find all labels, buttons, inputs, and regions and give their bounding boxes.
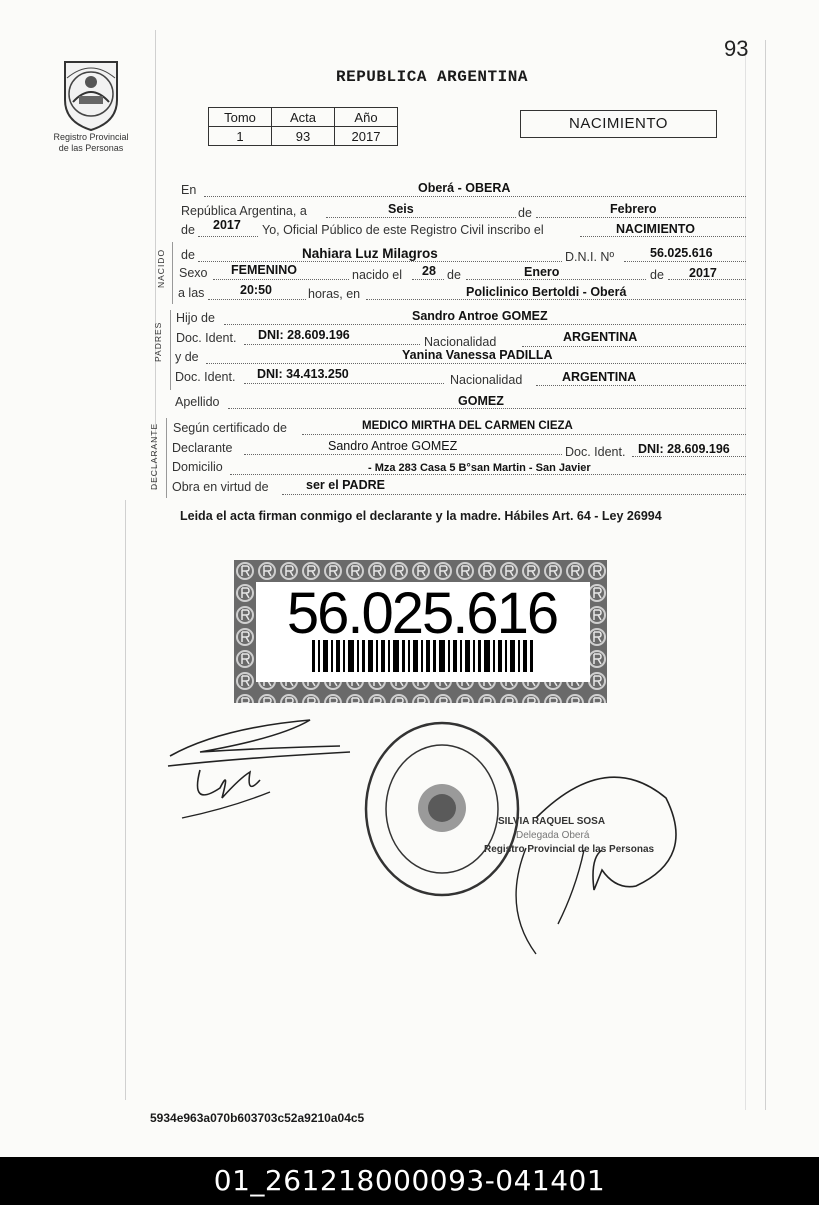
dotted-line: [206, 363, 746, 364]
value-sexo: FEMENINO: [231, 263, 297, 277]
value-madre: Yanina Vanessa PADILLA: [402, 348, 553, 362]
dotted-line: [412, 279, 444, 280]
label-de-anio2: de: [650, 268, 664, 282]
dotted-line: [326, 217, 516, 218]
dotted-line: [230, 474, 746, 475]
label-obra-en-virtud: Obra en virtud de: [172, 480, 269, 494]
label-nacido-el: nacido el: [352, 268, 403, 282]
label-segun-certificado: Según certificado de: [173, 421, 287, 435]
value-domicilio: - Mza 283 Casa 5 B°san Martin - San Javier: [368, 462, 591, 474]
document-title: REPUBLICA ARGENTINA: [336, 68, 528, 86]
declarante-bracket: [166, 418, 167, 498]
page-number: 93: [724, 36, 749, 61]
dotted-line: [536, 385, 746, 386]
value-dia-nacimiento: 28: [422, 264, 436, 278]
dotted-line: [213, 279, 349, 280]
dotted-line: [244, 344, 420, 345]
label-republica: República Argentina, a: [181, 204, 307, 218]
value-mes-nacimiento: Enero: [524, 265, 560, 279]
value-dia-texto: Seis: [388, 202, 414, 216]
dotted-line: [244, 454, 562, 455]
dotted-line: [632, 456, 746, 457]
label-doc-ident3: Doc. Ident.: [565, 445, 626, 459]
dotted-line: [366, 299, 746, 300]
right-margin-line: [765, 40, 766, 1110]
label-hijo-de: Hijo de: [176, 311, 215, 325]
padres-bracket: [170, 310, 171, 390]
label-oficial: Yo, Oficial Público de este Registro Civil inscribo el: [262, 223, 544, 237]
value-mes: Febrero: [610, 202, 657, 216]
section-label-nacido: NACIDO: [156, 248, 166, 288]
registry-caption: [40, 132, 142, 154]
dotted-line: [466, 279, 646, 280]
record-type-box: NACIMIENTO: [520, 110, 717, 138]
label-de-anio: de: [181, 223, 195, 237]
value-padre-nacionalidad: ARGENTINA: [563, 330, 638, 344]
stamp-officer-office: Registro Provincial de las Personas: [484, 844, 655, 855]
label-horas-en: horas, en: [308, 287, 361, 301]
value-hora: 20:50: [240, 283, 272, 297]
left-margin-line-lower: [125, 500, 126, 1100]
dotted-line: [224, 324, 746, 325]
label-doc-ident2: Doc. Ident.: [175, 370, 236, 384]
value-acta: 93: [272, 127, 335, 146]
value-padre-doc: DNI: 28.609.196: [258, 328, 350, 342]
value-dni: 56.025.616: [650, 246, 713, 260]
label-declarante: Declarante: [172, 441, 233, 455]
nacido-bracket: [172, 242, 173, 304]
label-sexo: Sexo: [179, 266, 208, 280]
label-de-mes: de: [518, 206, 532, 220]
sticker-number: 56.025.616: [286, 581, 558, 646]
value-lugar-nacimiento: Policlinico Bertoldi - Oberá: [466, 285, 627, 299]
section-label-declarante: DECLARANTE: [149, 422, 159, 490]
registry-stamp: [362, 718, 522, 900]
dotted-line: [198, 236, 258, 237]
label-nacionalidad1: Nacionalidad: [424, 335, 497, 349]
label-y-de: y de: [175, 350, 199, 364]
label-doc-ident1: Doc. Ident.: [176, 331, 237, 345]
bottom-code: 01_261218000093-041401: [213, 1164, 606, 1197]
caption-line1: Registro Provincial: [53, 132, 129, 142]
registry-seal-logo: [55, 52, 127, 132]
section-label-padres: PADRES: [153, 321, 163, 362]
label-a-las: a las: [178, 286, 205, 300]
value-tomo: 1: [209, 127, 272, 146]
label-de-dia: de: [447, 268, 461, 282]
closing-text: Leida el acta firman conmigo el declarante y la madre. Hábiles Art. 64 - Ley 26994: [180, 509, 662, 523]
label-en: En: [181, 183, 197, 197]
footer-hash: 5934e963a070b603703c52a9210a04c5: [150, 1111, 365, 1125]
header-tomo: Tomo: [209, 108, 272, 127]
label-dni: D.N.I. Nº: [565, 250, 615, 264]
caption-line2: de las Personas: [58, 143, 124, 153]
value-anio-nacimiento: 2017: [689, 266, 717, 280]
dotted-line: [302, 434, 746, 435]
header-acta: Acta: [272, 108, 335, 127]
value-padre: Sandro Antroe GOMEZ: [412, 309, 548, 323]
value-lugar: Oberá - OBERA: [418, 181, 511, 195]
value-tipo-inscripcion: NACIMIENTO: [616, 222, 695, 236]
dotted-line: [536, 217, 746, 218]
stamp-officer-role: Delegada Oberá: [516, 830, 590, 841]
value-madre-nacionalidad: ARGENTINA: [562, 370, 637, 384]
label-apellido: Apellido: [175, 395, 220, 409]
value-anio-inscripcion: 2017: [213, 218, 241, 232]
value-nombre: Nahiara Luz Milagros: [302, 246, 438, 261]
value-obra-en-virtud: ser el PADRE: [306, 478, 385, 492]
right-inner-line: [745, 40, 746, 1110]
stamp-officer-name: SILVIA RAQUEL SOSA: [498, 816, 606, 827]
declarant-signature: [160, 708, 360, 838]
label-nacionalidad2: Nacionalidad: [450, 373, 523, 387]
value-anio: 2017: [335, 127, 398, 146]
dotted-line: [228, 408, 746, 409]
value-certificado: MEDICO MIRTHA DEL CARMEN CIEZA: [362, 420, 573, 432]
value-madre-doc: DNI: 34.413.250: [257, 367, 349, 381]
dotted-line: [282, 494, 746, 495]
dotted-line: [580, 236, 746, 237]
official-signature: [506, 758, 682, 958]
value-declarante-doc: DNI: 28.609.196: [638, 442, 730, 456]
dotted-line: [624, 261, 746, 262]
dotted-line: [198, 261, 562, 262]
dotted-line: [244, 383, 444, 384]
label-de-nombre: de: [181, 248, 195, 262]
dotted-line: [208, 299, 306, 300]
label-domicilio: Domicilio: [172, 460, 223, 474]
record-table: [208, 107, 398, 146]
dotted-line: [204, 196, 746, 197]
header-anio: Año: [335, 108, 398, 127]
value-apellido: GOMEZ: [458, 394, 504, 408]
value-declarante: Sandro Antroe GOMEZ: [328, 439, 458, 453]
dotted-line: [522, 346, 746, 347]
